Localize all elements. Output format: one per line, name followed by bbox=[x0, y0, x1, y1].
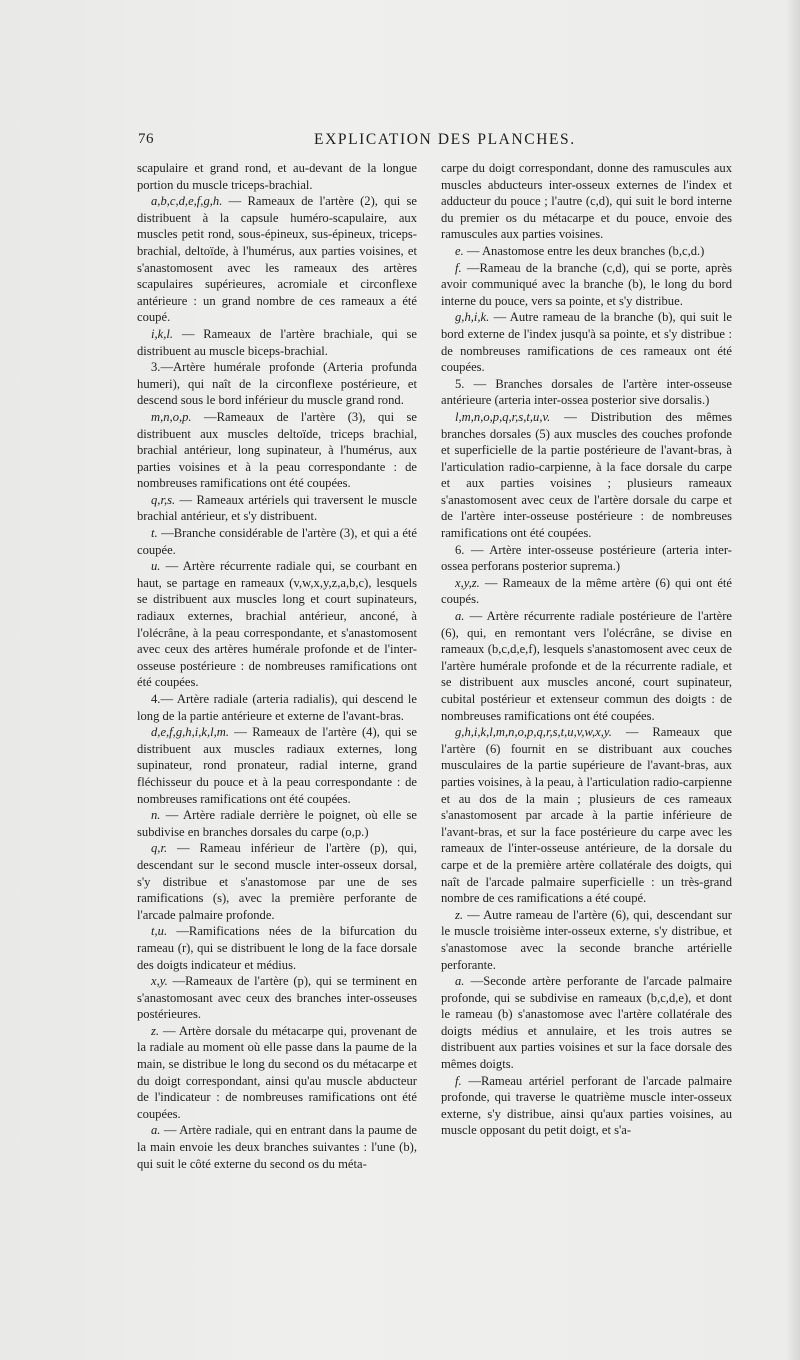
paragraph-text: 3.—Artère humérale profonde (Arteria profunda humeri), qui naît de la circonflexe postérieure, et descend sous le bord inférieur du muscle grand rond. bbox=[137, 360, 417, 408]
paragraph-text: — Artère récurrente radiale postérieure de l'artère (6), qui, en remontant vers l'olécrâne, se divise en rameaux (b,c,d,e,f), lesquels s'anastomosent avec ceux de l'artère humérale profonde et de la récurrente radiale, et se distribuent aux muscles anconé, court supinateur, cubital postérieur et extenseur commun des doigts : de nombreuses ramifications ont été coupées. bbox=[441, 609, 732, 723]
figure-label: z. bbox=[151, 1023, 160, 1038]
figure-label: l,m,n,o,p,q,r,s,t,u,v. bbox=[455, 409, 551, 424]
figure-label: z. bbox=[455, 907, 464, 922]
paragraph bbox=[137, 691, 417, 724]
paragraph-text: —Rameau artériel perforant de l'arcade palmaire profonde, qui traverse le quatrième muscle inter-osseux externe, s'y distribue, ainsi qu'aux parties voisines, au muscle opposant du petit doigt, et s'a- bbox=[441, 1073, 732, 1138]
paragraph-text: 6. — Artère inter-osseuse postérieure (arteria inter-ossea perforans posterior suprema.) bbox=[441, 542, 732, 574]
paragraph bbox=[137, 724, 417, 807]
paragraph bbox=[137, 409, 417, 492]
paragraph-text: — Artère radiale, qui en entrant dans la paume de la main envoie les deux branches suivantes : l'une (b), qui suit le côté externe du second os du méta- bbox=[137, 1123, 417, 1171]
paragraph-text: —Ramifications nées de la bifurcation du rameau (r), qui se distribuent le long de la face dorsale des doigts indicateur et médius. bbox=[137, 924, 417, 972]
right-text-column bbox=[441, 160, 732, 1139]
paragraph-text: — Artère dorsale du métacarpe qui, provenant de la radiale au moment où elle passe dans la paume de la main, se distribue le long du second os du métacarpe et du doigt correspondant, ainsi qu'au muscle abducteur de l'indicateur : de nombreuses ramifications ont été coupées. bbox=[137, 1023, 417, 1121]
figure-label: e. bbox=[455, 243, 464, 258]
figure-label: x,y. bbox=[151, 974, 168, 989]
paragraph bbox=[137, 326, 417, 359]
figure-label: n. bbox=[151, 808, 161, 823]
paragraph bbox=[137, 973, 417, 1023]
paragraph bbox=[137, 923, 417, 973]
paragraph bbox=[137, 492, 417, 525]
paragraph bbox=[137, 359, 417, 409]
paragraph-text: — Autre rameau de la branche (b), qui suit le bord externe de l'index jusqu'à sa pointe, et s'y distribue : de nombreuses ramifications de ces rameaux ont été coupées. bbox=[441, 310, 732, 375]
paragraph bbox=[441, 542, 732, 575]
paragraph bbox=[441, 907, 732, 973]
paragraph-text: — Rameaux de la même artère (6) qui ont été coupés. bbox=[441, 575, 732, 607]
paragraph-text: —Rameaux de l'artère (p), qui se terminent en s'anastomosant avec ceux des branches inter-osseuses postérieures. bbox=[137, 974, 417, 1022]
figure-label: g,h,i,k,l,m,n,o,p,q,r,s,t,u,v,w,x,y. bbox=[455, 725, 612, 740]
paragraph bbox=[137, 193, 417, 326]
figure-label: g,h,i,k. bbox=[455, 310, 490, 325]
paragraph bbox=[137, 840, 417, 923]
figure-label: a. bbox=[151, 1123, 161, 1138]
paragraph-text: — Rameaux de l'artère (4), qui se distribuent aux muscles radiaux externes, long supinateur, rond pronateur, radial interne, grand fléchisseur du pouce et à la peau correspondante : de nombreuses ramifications ont été coupées. bbox=[137, 725, 417, 806]
paragraph-text: — Rameaux que l'artère (6) fournit en se distribuant aux couches musculaires de la partie supérieure de l'avant-bras, aux parties voisines, à la peau, à l'articulation radio-carpienne et au dos de la main ; plusieurs de ces rameaux s'anastomosent par arcade à la partie inférieure de l'avant-bras, et sur la face postérieure du carpe avec les rameaux de l'inter-osseuse antérieure, de la dorsale du carpe et de la première artère collatérale des doigts, qui naît de l'arcade palmaire superficielle : un très-grand nombre de ces ramifications a été coupé. bbox=[441, 725, 732, 906]
paragraph bbox=[137, 1122, 417, 1172]
figure-label: a,b,c,d,e,f,g,h. bbox=[151, 194, 223, 209]
paragraph-text: — Artère radiale derrière le poignet, où elle se subdivise en branches dorsales du carpe (o,p.) bbox=[137, 808, 417, 839]
paragraph bbox=[441, 608, 732, 724]
paragraph bbox=[441, 1073, 732, 1139]
paragraph bbox=[441, 973, 732, 1073]
paragraph-text: —Rameaux de l'artère (3), qui se distribuent aux muscles deltoïde, triceps brachial, brachial antérieur, long supinateur, à l'humérus, aux parties voisines et à la peau correspondante : de nombreuses ramifications ont été coupées. bbox=[137, 409, 417, 491]
figure-label: f. bbox=[455, 1073, 462, 1088]
paragraph bbox=[137, 807, 417, 840]
paragraph-text: —Seconde artère perforante de l'arcade palmaire profonde, qui se subdivise en rameaux (b,c,d,e), et dont le rameau (b) s'anastomose avec l'artère collatérale des doigts médius et annulaire, et les trois autres se distribuent aux parties voisines et sur la face dorsale des mêmes doigts. bbox=[441, 974, 732, 1072]
left-text-column bbox=[137, 160, 417, 1172]
figure-label: d,e,f,g,h,i,k,l,m. bbox=[151, 725, 229, 740]
paragraph-text: — Rameau inférieur de l'artère (p), qui, descendant sur le second muscle inter-osseux dorsal, s'y distribue et s'anastomose par une de ses ramifications (s), avec la première perforante de l'arcade palmaire profonde. bbox=[137, 841, 417, 922]
paragraph-text: carpe du doigt correspondant, donne des ramuscules aux muscles abducteurs inter-osseux externes de l'index et adducteur du pouce ; l'autre (c,d), qui suit le bord interne du premier os du métacarpe et du pouce, envoie des ramuscules aux parties voisines. bbox=[441, 161, 732, 242]
paragraph-text: — Anastomose entre les deux branches (b,c,d.) bbox=[463, 243, 705, 258]
paragraph bbox=[441, 243, 732, 260]
page-number: 76 bbox=[138, 131, 154, 147]
paragraph bbox=[441, 724, 732, 907]
figure-label: f. bbox=[455, 260, 462, 275]
figure-label: a. bbox=[455, 974, 465, 989]
figure-label: q,r. bbox=[151, 841, 168, 856]
figure-label: t,u. bbox=[151, 924, 168, 939]
figure-label: m,n,o,p. bbox=[151, 409, 192, 424]
running-title: EXPLICATION DES PLANCHES. bbox=[314, 131, 576, 148]
paragraph bbox=[137, 525, 417, 558]
figure-label: i,k,l. bbox=[151, 326, 174, 341]
paragraph bbox=[441, 409, 732, 542]
page-header bbox=[138, 131, 748, 151]
figure-label: t. bbox=[151, 526, 158, 541]
paragraph-text: —Branche considérable de l'artère (3), et qui a été coupée. bbox=[137, 526, 417, 557]
paragraph-text: —Rameau de la branche (c,d), qui se porte, après avoir communiqué avec la branche (b), le long du bord interne du pouce, vers sa pointe, et s'y distribue. bbox=[441, 260, 732, 308]
paragraph bbox=[441, 376, 732, 409]
page-edge-shadow bbox=[786, 0, 800, 1360]
paragraph-text: scapulaire et grand rond, et au-devant de la longue portion du muscle triceps-brachial. bbox=[137, 161, 417, 192]
paragraph bbox=[137, 558, 417, 691]
paragraph-text: — Artère récurrente radiale qui, se courbant en haut, se partage en rameaux (v,w,x,y,z,a,b,c), lesquels se distribuent aux muscles long et court supinateurs, radiaux externes, brachial antérieur, anconé, à l'olécrâne, à la peau correspondante, et s'anastomosent avec ceux des artères humérale profonde et de l'inter-osseuse postérieure : de nombreuses ramifications ont été coupées. bbox=[137, 559, 417, 690]
paragraph bbox=[441, 260, 732, 310]
paragraph bbox=[137, 160, 417, 193]
paragraph-text: — Rameaux de l'artère brachiale, qui se distribuent au muscle biceps-brachial. bbox=[137, 326, 417, 358]
paragraph bbox=[441, 309, 732, 375]
paragraph bbox=[441, 160, 732, 243]
paragraph-text: — Distribution des mêmes branches dorsales (5) aux muscles des couches profonde et superficielle de la partie postérieure de l'avant-bras, à l'articulation radio-carpienne, à la face dorsale du carpe et aux parties voisines ; plusieurs rameaux s'anastomosent avec ceux de l'artère dorsale du carpe et de l'artère inter-osseuse postérieure : de nombreuses ramifications ont été coupées. bbox=[441, 409, 732, 541]
paragraph-text: — Autre rameau de l'artère (6), qui, descendant sur le muscle troisième inter-osseux externe, s'y distribue, et s'anastomose avec la seconde branche artérielle perforante. bbox=[441, 907, 732, 972]
figure-label: x,y,z. bbox=[455, 575, 480, 590]
figure-label: q,r,s. bbox=[151, 492, 176, 507]
paragraph bbox=[137, 1023, 417, 1123]
figure-label: a. bbox=[455, 609, 465, 624]
paragraph bbox=[441, 575, 732, 608]
paragraph-text: — Rameaux de l'artère (2), qui se distribuent à la capsule huméro-scapulaire, aux muscles petit rond, sous-épineux, sus-épineux, triceps-brachial, deltoïde, à l'humérus, aux parties voisines, et s'anastomosent avec les rameaux des artères scapulaires supérieures, acromiale et circonflexe antérieure : un grand nombre de ces rameaux a été coupé. bbox=[137, 194, 417, 325]
paragraph-text: — Rameaux artériels qui traversent le muscle brachial antérieur, et s'y distribuent. bbox=[137, 492, 417, 524]
paragraph-text: 4.— Artère radiale (arteria radialis), qui descend le long de la partie antérieure et externe de l'avant-bras. bbox=[137, 692, 417, 723]
figure-label: u. bbox=[151, 559, 161, 574]
paragraph-text: 5. — Branches dorsales de l'artère inter-osseuse antérieure (arteria inter-ossea posterior sive dorsalis.) bbox=[441, 376, 732, 408]
